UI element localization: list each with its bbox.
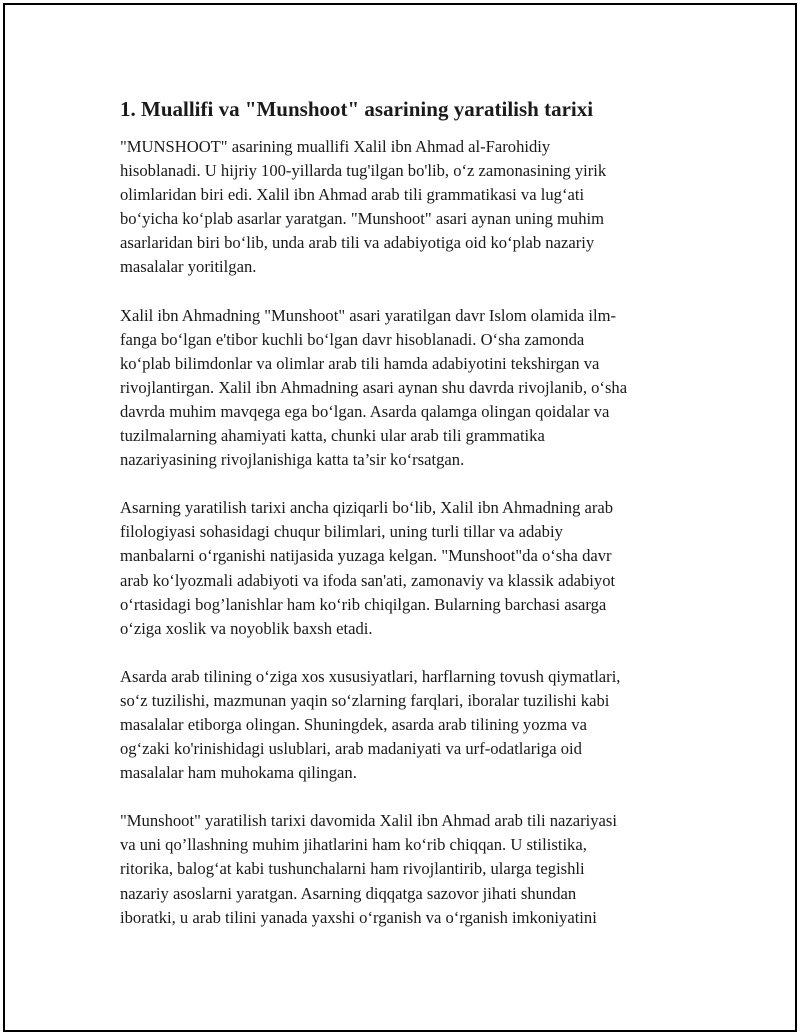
text-line: ritorika, balog‘at kabi tushunchalarni ham rivojlantirib, ularga tegishli [120,859,585,879]
text-line: olimlaridan biri edi. Xalil ibn Ahmad arab tili grammatikasi va lug‘ati [120,185,585,205]
text-line: o‘rtasidagi bog’lanishlar ham ko‘rib chiqilgan. Bularning barchasi asarga [120,594,607,614]
text-line: va uni qo’llashning muhim jihatlarini ham ko‘rib chiqqan. U stilistika, [120,835,587,855]
text-line: bo‘yicha ko‘plab asarlar yaratgan. "Munshoot" asari aynan uning muhim [120,209,605,229]
paragraph-5 [120,809,700,929]
text-line: hisoblanadi. U hijriy 100-yillarda tug'ilgan bo'lib, o‘z zamonasining yirik [120,161,607,181]
document-body [120,95,700,954]
text-line: nazariy asoslarni yaratgan. Asarning diqqatga sazovor jihati shundan [120,883,577,903]
page-frame [3,3,797,1032]
text-line: "MUNSHOOT" asarining muallifi Xalil ibn Ahmad al-Farohidiy [120,137,551,156]
text-line: Asarning yaratilish tarixi ancha qiziqarli bo‘lib, Xalil ibn Ahmadning arab [120,498,614,518]
paragraph-3 [120,496,700,641]
text-line: masalalar ham muhokama qilingan. [120,763,357,783]
paragraph-4 [120,665,700,785]
section-heading: 1. Muallifi va "Munshoot" asarining yaratilish tarixi [120,97,594,121]
text-line: rivojlantirgan. Xalil ibn Ahmadning asari aynan shu davrda rivojlanib, o‘sha [120,377,628,397]
text-line: o‘ziga xoslik va noyoblik baxsh etadi. [120,618,373,638]
text-line: iboratki, u arab tilini yanada yaxshi o‘rganish va o‘rganish imkoniyatini [120,907,597,927]
text-line: tuzilmalarning ahamiyati katta, chunki ular arab tili grammatika [120,426,545,446]
paragraph-1 [120,135,700,280]
text-line: filologiyasi sohasidagi chuqur bilimlari, uning turli tillar va adabiy [120,522,563,542]
text-line: masalalar yoritilgan. [120,257,257,277]
text-line: so‘z tuzilishi, mazmunan yaqin so‘zlarning farqlari, iboralar tuzilishi kabi [120,690,610,710]
text-line: masalalar etiborga olingan. Shuningdek, asarda arab tilining yozma va [120,714,587,734]
text-line: fanga bo‘lgan e'tibor kuchli bo‘lgan davr hisoblanadi. O‘sha zamonda [120,329,585,349]
text-line: davrda muhim mavqega ega bo‘lgan. Asarda qalamga olingan qoidalar va [120,401,610,421]
text-line: arab ko‘lyozmali adabiyoti va ifoda san'ati, zamonaviy va klassik adabiyot [120,570,616,590]
text-line: manbalarni o‘rganishi natijasida yuzaga kelgan. "Munshoot"da o‘sha davr [120,546,612,566]
text-line: nazariyasining rivojlanishiga katta ta’sir ko‘rsatgan. [120,450,465,470]
text-line: "Munshoot" yaratilish tarixi davomida Xalil ibn Ahmad arab tili nazariyasi [120,811,617,831]
paragraph-2 [120,304,700,473]
text-line: Asarda arab tilining o‘ziga xos xususiyatlari, harflarning tovush qiymatlari, [120,666,621,686]
text-line: og‘zaki ko'rinishidagi uslublari, arab madaniyati va urf-odatlariga oid [120,739,582,759]
text-line: Xalil ibn Ahmadning "Munshoot" asari yaratilgan davr Islom olamida ilm- [120,305,617,325]
text-line: asarlaridan biri bo‘lib, unda arab tili va adabiyotiga oid ko‘plab nazariy [120,233,595,253]
text-line: ko‘plab bilimdonlar va olimlar arab tili hamda adabiyotini tekshirgan va [120,353,600,373]
